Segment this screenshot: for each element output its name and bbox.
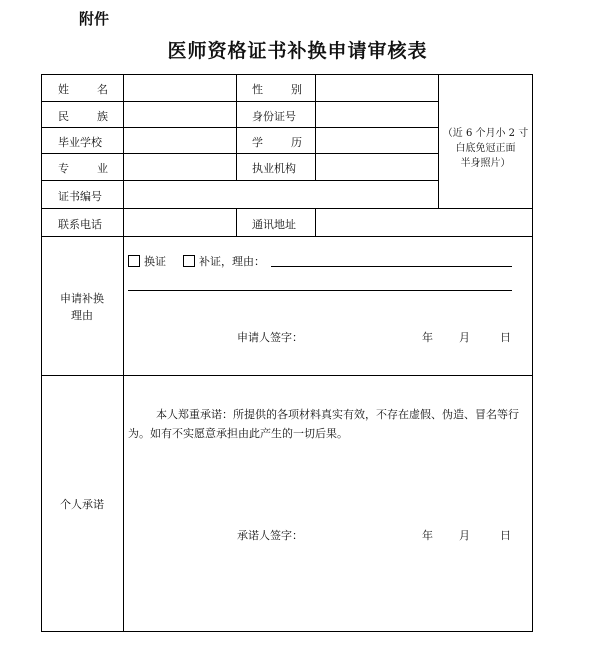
reissue-checkbox[interactable]	[183, 255, 195, 267]
label-gender: 性 别	[252, 83, 302, 96]
label-major: 专 业	[58, 162, 108, 175]
commitment-year: 年	[422, 529, 433, 542]
row-divider	[41, 208, 533, 209]
photo-placeholder: （近 6 个月小 2 寸 白底免冠正面 半身照片）	[442, 128, 529, 169]
row-divider	[41, 180, 438, 181]
col-divider	[123, 74, 124, 632]
row-divider	[41, 236, 533, 237]
label-phone: 联系电话	[58, 218, 102, 231]
label-application-reason: 申请补换 理由	[60, 292, 104, 322]
label-name: 姓 名	[58, 83, 108, 96]
application-month: 月	[459, 331, 470, 344]
label-education: 学 历	[252, 136, 302, 149]
replace-checkbox[interactable]	[128, 255, 140, 267]
col-divider	[236, 208, 237, 236]
application-day: 日	[500, 331, 511, 344]
label-ethnicity: 民 族	[58, 110, 108, 123]
application-year: 年	[422, 331, 433, 344]
reason-line[interactable]	[128, 290, 512, 291]
option-reissue[interactable]: 补证，理由：	[183, 253, 265, 269]
row-divider	[41, 153, 438, 154]
applicant-signature-label: 申请人签字：	[237, 331, 303, 344]
label-school: 毕业学校	[58, 136, 102, 149]
label-address: 通讯地址	[252, 218, 296, 231]
label-institution: 执业机构	[252, 162, 296, 175]
commitment-day: 日	[500, 529, 511, 542]
col-divider	[315, 208, 316, 236]
option-replace[interactable]: 换证	[128, 253, 166, 269]
commitment-signature-label: 承诺人签字：	[237, 529, 303, 542]
commitment-month: 月	[459, 529, 470, 542]
row-divider	[41, 375, 533, 376]
row-divider	[41, 101, 438, 102]
row-divider	[41, 127, 438, 128]
label-commitment: 个人承诺	[60, 498, 104, 511]
reason-line[interactable]	[271, 266, 512, 267]
form-title: 医师资格证书补换申请审核表	[167, 40, 428, 62]
col-divider	[236, 74, 237, 180]
commitment-text: 本人郑重承诺：所提供的各项材料真实有效，不存在虚假、伪造、冒名等行为。如有不实愿意承担由此产生的一切后果。	[128, 408, 519, 440]
label-id-number: 身份证号	[252, 110, 296, 123]
attachment-label: 附件	[79, 10, 110, 28]
col-divider	[315, 74, 316, 180]
label-cert-number: 证书编号	[58, 190, 102, 203]
